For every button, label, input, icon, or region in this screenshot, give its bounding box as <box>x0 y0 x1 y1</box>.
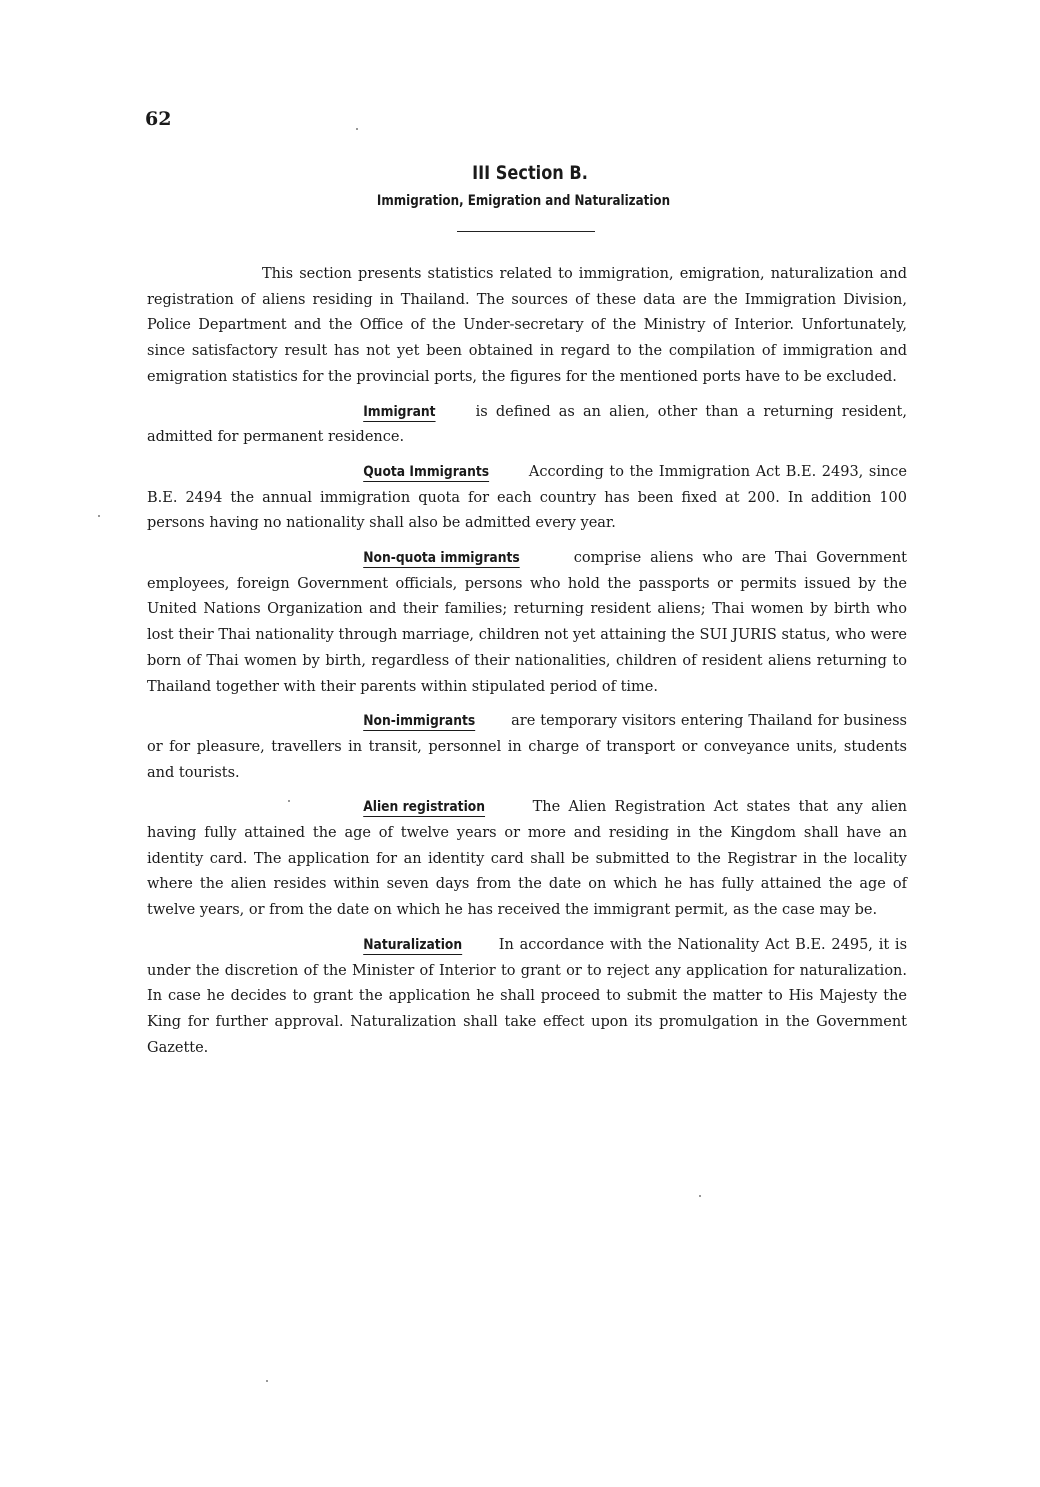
paragraph-intro <box>147 262 907 391</box>
term-heading: Quota Immigrants <box>363 463 490 480</box>
term-heading: Alien registration <box>363 799 486 816</box>
paragraph-text: In accordance with the Nationality Act B.E. 2495, it is under the discretion of the Minister of Interior to grant or to reject any application for naturalization. In case he decides to grant the application he shall proceed to submit the matter to His Majesty the King for further approval. Naturalization shall take effect upon its promulgation in the Government Gazette. <box>147 936 908 1056</box>
scan-speck <box>699 1195 701 1197</box>
paragraph-text: This section presents statistics related to immigration, emigration, naturalization and registration of aliens residing in Thailand. The sources of these data are the Immigration Division, Police Department and the Office of the Under-secretary of the Ministry of Interior. Unfortunately, since satisfactory result has not yet been obtained in regard to the compilation of immigration and emigration statistics for the provincial ports, the figures for the mentioned ports have to be excluded. <box>147 266 907 385</box>
scan-speck <box>288 800 290 802</box>
paragraph-non-quota-immigrants <box>147 546 907 700</box>
paragraph-text: are temporary visitors entering Thailand for business or for pleasure, travellers in transit, personnel in charge of transport or conveyance units, students and tourists. <box>147 713 907 781</box>
paragraph-alien-registration <box>147 795 907 924</box>
scan-speck <box>98 515 100 517</box>
term-heading: Non-immigrants <box>363 713 476 730</box>
section-title: III Section B. <box>472 162 588 184</box>
title-rule <box>457 231 595 232</box>
paragraph-text: is defined as an alien, other than a returning resident, admitted for permanent residence. <box>147 403 907 446</box>
paragraph-text: The Alien Registration Act states that any alien having fully attained the age of twelve years or more and residing in the Kingdom shall have an identity card. The application for an identity card shall be submitted to the Registrar in the locality where the alien resides within seven days from the date on which he has fully attained the age of twelve years, or from the date on which he has received the immigrant permit, as the case may be. <box>147 799 908 919</box>
paragraph-text: According to the Immigration Act B.E. 2493, since B.E. 2494 the annual immigration quota for each country has been fixed at 200. In addition 100 persons having no nationality shall also be admitted every year. <box>147 463 908 532</box>
term-heading: Immigrant <box>363 403 436 420</box>
page-number: 62 <box>145 108 172 130</box>
section-subtitle: Immigration, Emigration and Naturalization <box>376 193 671 209</box>
paragraph-immigrant <box>147 400 907 451</box>
paragraph-naturalization <box>147 933 907 1062</box>
body-text <box>147 262 907 1070</box>
scan-speck <box>356 128 358 130</box>
term-heading: Naturalization <box>363 936 463 953</box>
scan-speck <box>266 1380 268 1382</box>
paragraph-quota-immigrants <box>147 460 907 537</box>
paragraph-non-immigrants <box>147 709 907 786</box>
term-heading: Non-quota immigrants <box>363 550 520 567</box>
paragraph-text: comprise aliens who are Thai Government employees, foreign Government officials, persons who hold the passports or permits issued by the United Nations Organization and their families; returning resident aliens; Thai women by birth who lost their Thai nationality through marriage, children not yet attaining the SUI JURIS status, who were born of Thai women by birth, regardless of their nationalities, children of resident aliens returning to Thailand together with their parents within stipulated period of time. <box>147 550 907 695</box>
